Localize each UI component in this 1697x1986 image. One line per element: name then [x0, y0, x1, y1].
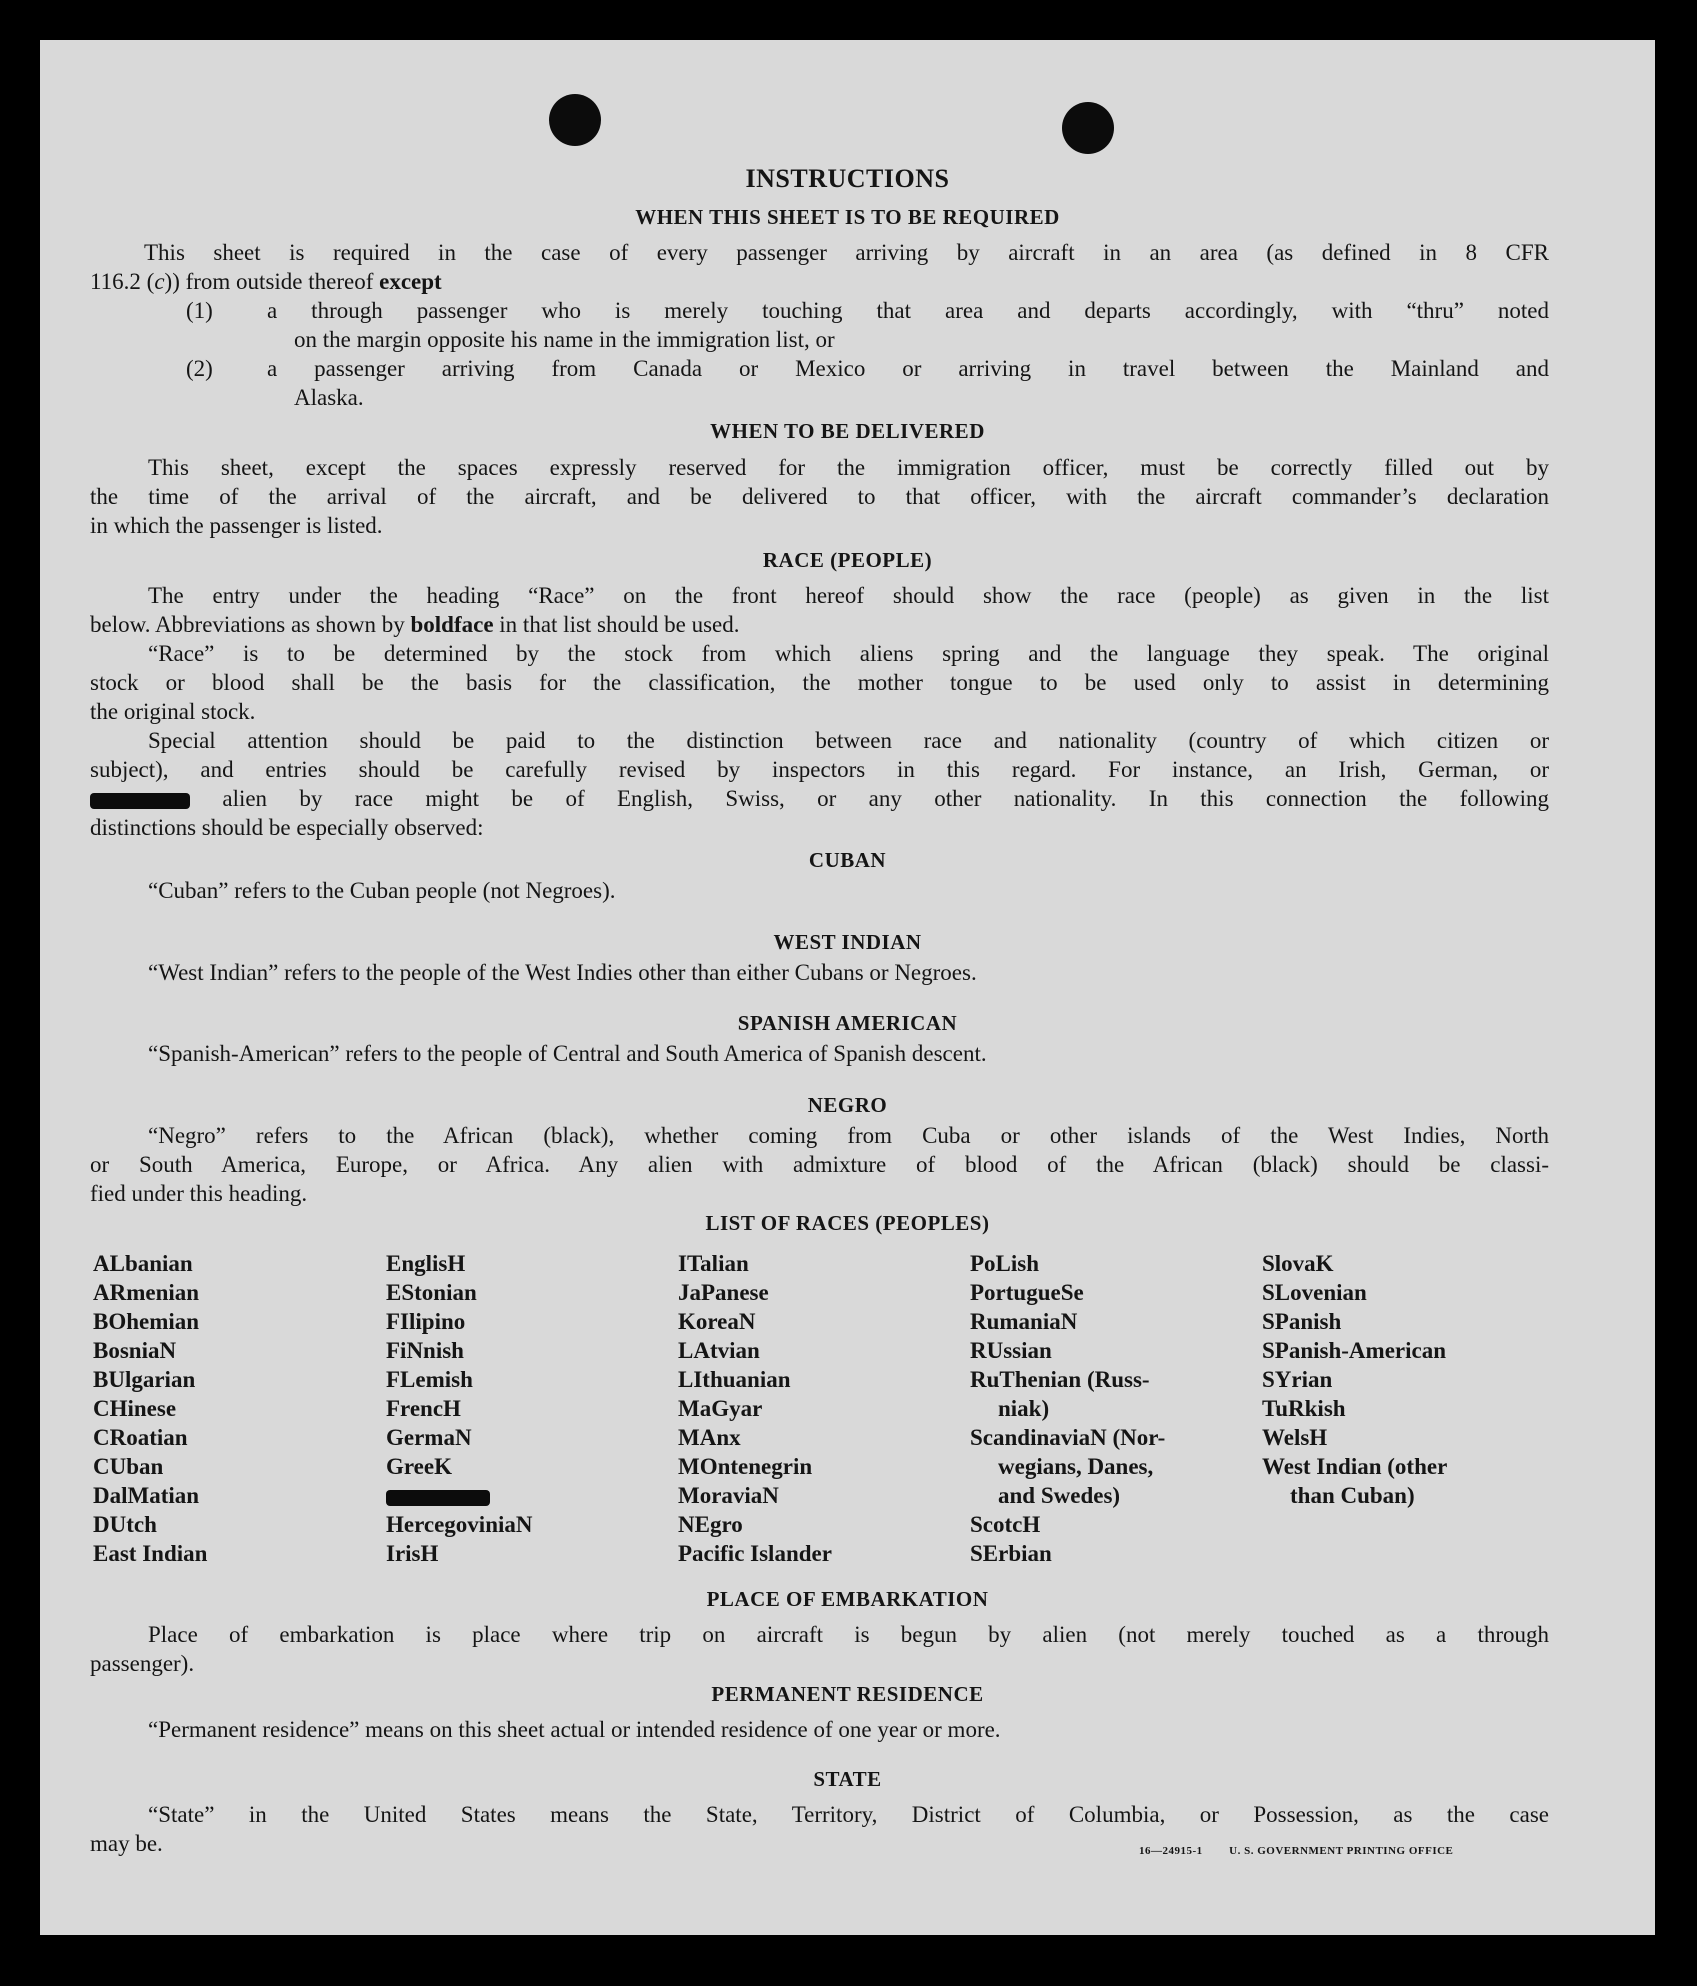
race-item: CRoatian — [93, 1425, 188, 1450]
race-item: ALbanian — [93, 1251, 193, 1276]
race-item: SlovaK — [1262, 1251, 1334, 1276]
race-p1-line-2: below. Abbreviations as shown by boldface in that list should be used. — [90, 612, 740, 637]
race-item: JaPanese — [678, 1280, 769, 1305]
race-item: West Indian (other — [1262, 1454, 1448, 1479]
race-item: BosniaN — [93, 1338, 177, 1363]
race-item: RuThenian (Russ- — [970, 1367, 1150, 1392]
document-page — [40, 40, 1655, 1935]
footer-imprint — [1139, 1845, 1453, 1857]
state-line-1: “State” in the United States means the State, Territory, District of Columbia, or Possession, as the case — [148, 1802, 1549, 1827]
delivered-line-3: in which the passenger is listed. — [90, 513, 383, 538]
race-item: GreeK — [386, 1454, 452, 1479]
race-item: SYrian — [1262, 1367, 1333, 1392]
race-item: niak) — [998, 1396, 1050, 1421]
race-item: MAnx — [678, 1425, 741, 1450]
race-item: EnglisH — [386, 1251, 466, 1276]
race-item: PortugueSe — [970, 1280, 1084, 1305]
races-column-2 — [386, 1249, 533, 1568]
race-item: wegians, Danes, — [998, 1454, 1154, 1479]
heading-place-of-embarkation: PLACE OF EMBARKATION — [706, 1587, 989, 1611]
race-item: MOntenegrin — [678, 1454, 813, 1479]
west-indian-text: “West Indian” refers to the people of the West Indies other than either Cubans or Negroes. — [148, 960, 977, 985]
heading-permanent-residence: PERMANENT RESIDENCE — [711, 1682, 984, 1706]
heading-negro: NEGRO — [807, 1093, 888, 1117]
race-item: NEgro — [678, 1512, 743, 1537]
printer-credit: U. S. GOVERNMENT PRINTING OFFICE — [1229, 1845, 1454, 1857]
punch-hole-right — [1062, 102, 1114, 154]
race-item-redacted — [386, 1481, 533, 1510]
race-item: ScotcH — [970, 1512, 1041, 1537]
race-p2-line-2: stock or blood shall be the basis for the classification, the mother tongue to be used only to assist in determining — [90, 670, 1549, 695]
race-p1-line-1: The entry under the heading “Race” on the front hereof should show the race (people) as given in the list — [148, 583, 1549, 608]
page-title: INSTRUCTIONS — [745, 164, 950, 193]
residence-text: “Permanent residence” means on this sheet actual or intended residence of one year or more. — [148, 1717, 1001, 1742]
race-item: TuRkish — [1262, 1396, 1346, 1421]
heading-list-of-races: LIST OF RACES (PEOPLES) — [705, 1211, 990, 1235]
race-p3-line-4: distinctions should be especially observed: — [90, 815, 484, 840]
race-item: KoreaN — [678, 1309, 756, 1334]
race-item: ARmenian — [93, 1280, 200, 1305]
race-item: and Swedes) — [998, 1483, 1121, 1508]
race-item: SLovenian — [1262, 1280, 1367, 1305]
item-1-line-2: on the margin opposite his name in the immigration list, or — [294, 327, 835, 352]
races-column-3 — [678, 1249, 832, 1568]
state-line-2: may be. — [90, 1831, 163, 1856]
race-item: SPanish-American — [1262, 1338, 1446, 1363]
race-item: BOhemian — [93, 1309, 200, 1334]
item-2-line-1: a passenger arriving from Canada or Mexico or arriving in travel between the Mainland and — [267, 356, 1549, 381]
redaction-mark — [90, 793, 190, 809]
heading-when-delivered: WHEN TO BE DELIVERED — [710, 419, 985, 443]
negro-line-3: fied under this heading. — [90, 1181, 308, 1206]
race-p3-line-1: Special attention should be paid to the distinction between race and nationality (country of which citizen or — [148, 728, 1549, 753]
race-p2-line-3: the original stock. — [90, 699, 256, 724]
race-item: than Cuban) — [1290, 1483, 1415, 1508]
race-item: FiNnish — [386, 1338, 464, 1363]
heading-cuban: CUBAN — [808, 848, 887, 872]
race-item: GermaN — [386, 1425, 472, 1450]
delivered-line-2: the time of the arrival of the aircraft, and be delivered to that officer, with the aircraft commander’s declaration — [90, 484, 1549, 509]
race-p3-line-3: alien by race might be of English, Swiss, or any other nationality. In this connection the following — [90, 784, 1549, 813]
race-item: FrencH — [386, 1396, 461, 1421]
race-item: East Indian — [93, 1541, 208, 1566]
race-item: ITalian — [678, 1251, 749, 1276]
heading-spanish-american: SPANISH AMERICAN — [737, 1011, 958, 1035]
race-item: LAtvian — [678, 1338, 760, 1363]
negro-line-1: “Negro” refers to the African (black), whether coming from Cuba or other islands of the West Indies, North — [148, 1123, 1549, 1148]
heading-when-required: WHEN THIS SHEET IS TO BE REQUIRED — [635, 205, 1060, 229]
race-item: HercegoviniaN — [386, 1512, 533, 1537]
punch-hole-left — [549, 94, 601, 146]
race-item: MaGyar — [678, 1396, 763, 1421]
races-column-1 — [93, 1249, 207, 1568]
race-item: CHinese — [93, 1396, 177, 1421]
item-1-number: (1) — [186, 298, 213, 323]
race-item: CUban — [93, 1454, 164, 1479]
race-item: RumaniaN — [970, 1309, 1078, 1334]
item-1-line-1: a through passenger who is merely touching that area and departs accordingly, with “thru” noted — [267, 298, 1549, 323]
race-item: DUtch — [93, 1512, 157, 1537]
race-item: FIlipino — [386, 1309, 466, 1334]
heading-race: RACE (PEOPLE) — [762, 548, 933, 572]
race-item: FLemish — [386, 1367, 473, 1392]
race-item: WelsH — [1262, 1425, 1328, 1450]
heading-state: STATE — [813, 1767, 882, 1791]
required-line-1: This sheet is required in the case of every passenger arriving by aircraft in an area (as defined in 8 CFR — [144, 240, 1549, 265]
embarkation-line-2: passenger). — [90, 1651, 195, 1676]
race-p2-line-1: “Race” is to be determined by the stock from which aliens spring and the language they speak. The original — [148, 641, 1549, 666]
race-item: ScandinaviaN (Nor- — [970, 1425, 1166, 1450]
delivered-line-1: This sheet, except the spaces expressly reserved for the immigration officer, must be correctly filled out by — [148, 455, 1549, 480]
spanish-american-text: “Spanish-American” refers to the people of Central and South America of Spanish descent. — [148, 1041, 987, 1066]
negro-line-2: or South America, Europe, or Africa. Any alien with admixture of blood of the African (black) should be classi- — [90, 1152, 1549, 1177]
redaction-mark — [386, 1490, 490, 1506]
race-item: Pacific Islander — [678, 1541, 832, 1566]
race-item: LIthuanian — [678, 1367, 791, 1392]
race-item: BUlgarian — [93, 1367, 196, 1392]
race-item: SPanish — [1262, 1309, 1342, 1334]
race-item: EStonian — [386, 1280, 477, 1305]
race-p3-line-2: subject), and entries should be carefully revised by inspectors in this regard. For instance, an Irish, German, or — [90, 757, 1549, 782]
race-item: PoLish — [970, 1251, 1040, 1276]
embarkation-line-1: Place of embarkation is place where trip on aircraft is begun by alien (not merely touched as a through — [148, 1622, 1549, 1647]
item-2-number: (2) — [186, 356, 213, 381]
race-item: SErbian — [970, 1541, 1052, 1566]
item-2-line-2: Alaska. — [294, 385, 364, 410]
cuban-text: “Cuban” refers to the Cuban people (not Negroes). — [148, 878, 616, 903]
form-number: 16—24915-1 — [1139, 1845, 1203, 1857]
heading-west-indian: WEST INDIAN — [773, 930, 922, 954]
races-column-4 — [970, 1249, 1165, 1568]
races-column-5 — [1262, 1249, 1447, 1510]
race-item: RUssian — [970, 1338, 1052, 1363]
race-item: MoraviaN — [678, 1483, 779, 1508]
required-line-2: 116.2 (c)) from outside thereof except — [90, 269, 442, 294]
race-item: DalMatian — [93, 1483, 200, 1508]
race-item: IrisH — [386, 1541, 439, 1566]
